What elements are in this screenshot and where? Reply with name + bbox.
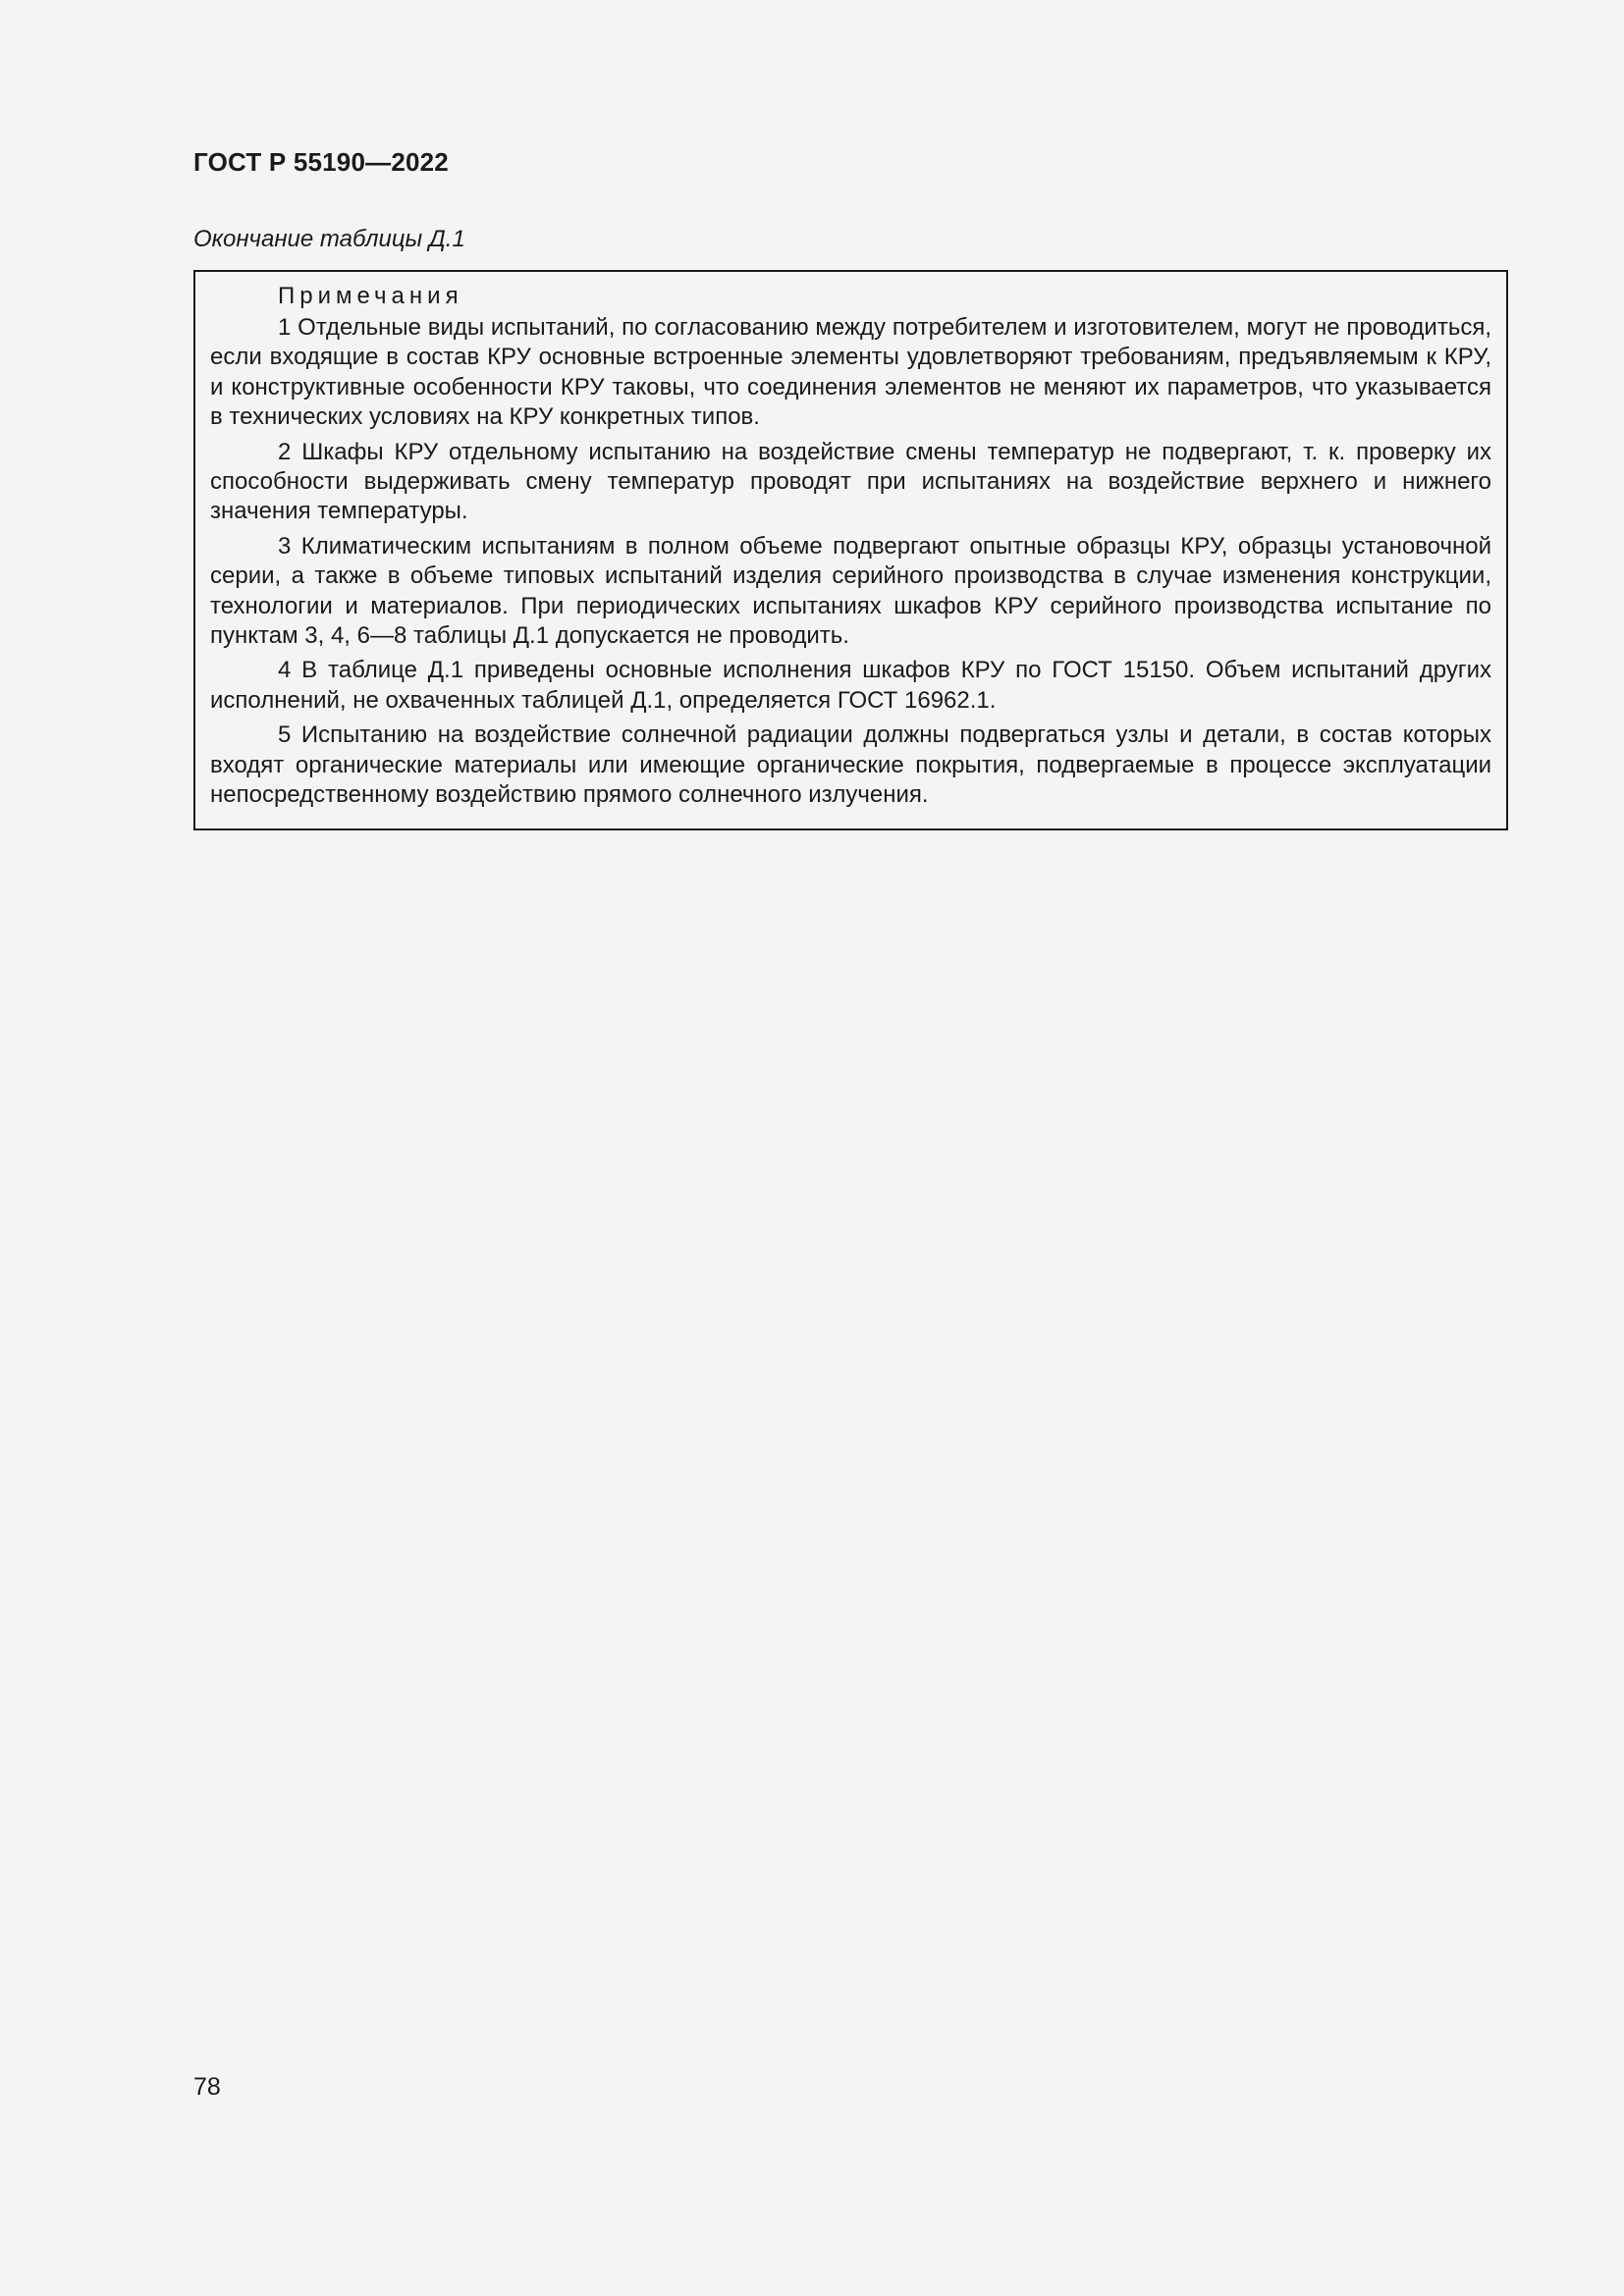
page-number: 78	[193, 2073, 221, 2101]
note-2: 2 Шкафы КРУ отдельному испытанию на воздействие смены температур не подвергают, т. к. проверку их способности выдерживать смену температур проводят при испытаниях на воздействие верхнего и нижнего значения температуры.	[210, 438, 1491, 525]
note-3: 3 Климатическим испытаниям в полном объеме подвергают опытные образцы КРУ, образцы установочной серии, а также в объеме типовых испытаний изделия серийного производства в случае изменения конструкции, технологии и материалов. При периодических испытаниях шкафов КРУ серийного производства испытание по пунктам 3, 4, 6—8 таблицы Д.1 допускается не проводить.	[210, 532, 1491, 650]
note-1: 1 Отдельные виды испытаний, по согласованию между потребителем и изготовителем, могут не проводиться, если входящие в состав КРУ основные встроенные элементы удовлетворяют требованиям, предъявляемым к КРУ, и конструктивные особенности КРУ таковы, что соединения элементов не меняют их параметров, что указывается в технических условиях на КРУ конкретных типов.	[210, 314, 1491, 431]
note-5: 5 Испытанию на воздействие солнечной радиации должны подвергаться узлы и детали, в состав которых входят органические материалы или имеющие органические покрытия, подвергаемые в процессе эксплуатации непосредственному воздействию прямого солнечного излучения.	[210, 721, 1491, 809]
note-4: 4 В таблице Д.1 приведены основные исполнения шкафов КРУ по ГОСТ 15150. Объем испытаний других исполнений, не охваченных таблицей Д.1, определяется ГОСТ 16962.1.	[210, 657, 1491, 714]
table-caption: Окончание таблицы Д.1	[193, 226, 465, 252]
notes-table	[193, 270, 1508, 830]
notes-title: Примечания	[278, 283, 463, 309]
document-code: ГОСТ Р 55190—2022	[193, 147, 449, 177]
